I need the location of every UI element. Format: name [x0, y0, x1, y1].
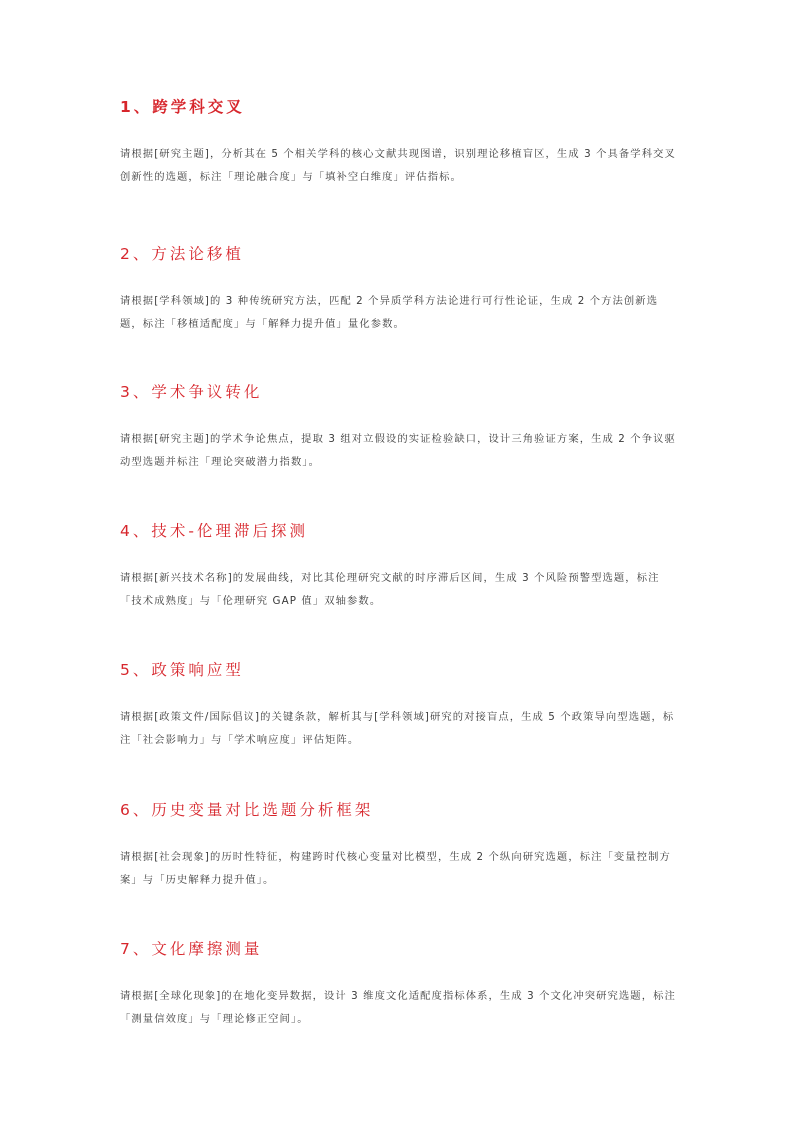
- section-methodology-transfer: [120, 244, 680, 336]
- section-historical-variable: [120, 800, 680, 892]
- section-cultural-friction: [120, 939, 680, 1031]
- section-paragraph: 请根据[学科领域]的 3 种传统研究方法，匹配 2 个异质学科方法论进行可行性论证，生成 2 个方法创新选题，标注「移植适配度」与「解释力提升值」量化参数。: [120, 295, 659, 330]
- section-paragraph: 请根据[新兴技术名称]的发展曲线，对比其伦理研究文献的时序滞后区间，生成 3 个风险预警型选题，标注「技术成熟度」与「伦理研究 GAP 值」双轴参数。: [120, 572, 660, 607]
- section-interdisciplinary: [120, 97, 680, 189]
- section-heading: 4、技术-伦理滞后探测: [120, 522, 308, 540]
- section-paragraph: 请根据[全球化现象]的在地化变异数据，设计 3 维度文化适配度指标体系，生成 3 个文化冲突研究选题，标注「测量信效度」与「理论修正空间」。: [120, 990, 676, 1025]
- section-academic-controversy: [120, 382, 680, 474]
- section-paragraph: 请根据[研究主题]，分析其在 5 个相关学科的核心文献共现图谱，识别理论移植盲区，生成 3 个具备学科交叉创新性的选题，标注「理论融合度」与「填补空白维度」评估指标。: [120, 148, 676, 183]
- section-paragraph: 请根据[研究主题]的学术争论焦点，提取 3 组对立假设的实证检验缺口，设计三角验证方案，生成 2 个争议驱动型选题并标注「理论突破潜力指数」。: [120, 433, 676, 468]
- section-tech-ethics-lag: [120, 521, 680, 613]
- section-heading: 1、跨学科交叉: [120, 98, 245, 116]
- section-paragraph: 请根据[政策文件/国际倡议]的关键条款，解析其与[学科领域]研究的对接盲点，生成 5 个政策导向型选题，标注「社会影响力」与「学术响应度」评估矩阵。: [120, 711, 675, 746]
- section-heading: 3、学术争议转化: [120, 383, 263, 401]
- section-heading: 2、方法论移植: [120, 245, 244, 263]
- section-paragraph: 请根据[社会现象]的历时性特征，构建跨时代核心变量对比模型，生成 2 个纵向研究选题，标注「变量控制方案」与「历史解释力提升值」。: [120, 851, 671, 886]
- section-heading: 5、政策响应型: [120, 661, 244, 679]
- section-policy-response: [120, 660, 680, 752]
- section-heading: 6、历史变量对比选题分析框架: [120, 801, 374, 819]
- section-heading: 7、文化摩擦测量: [120, 940, 263, 958]
